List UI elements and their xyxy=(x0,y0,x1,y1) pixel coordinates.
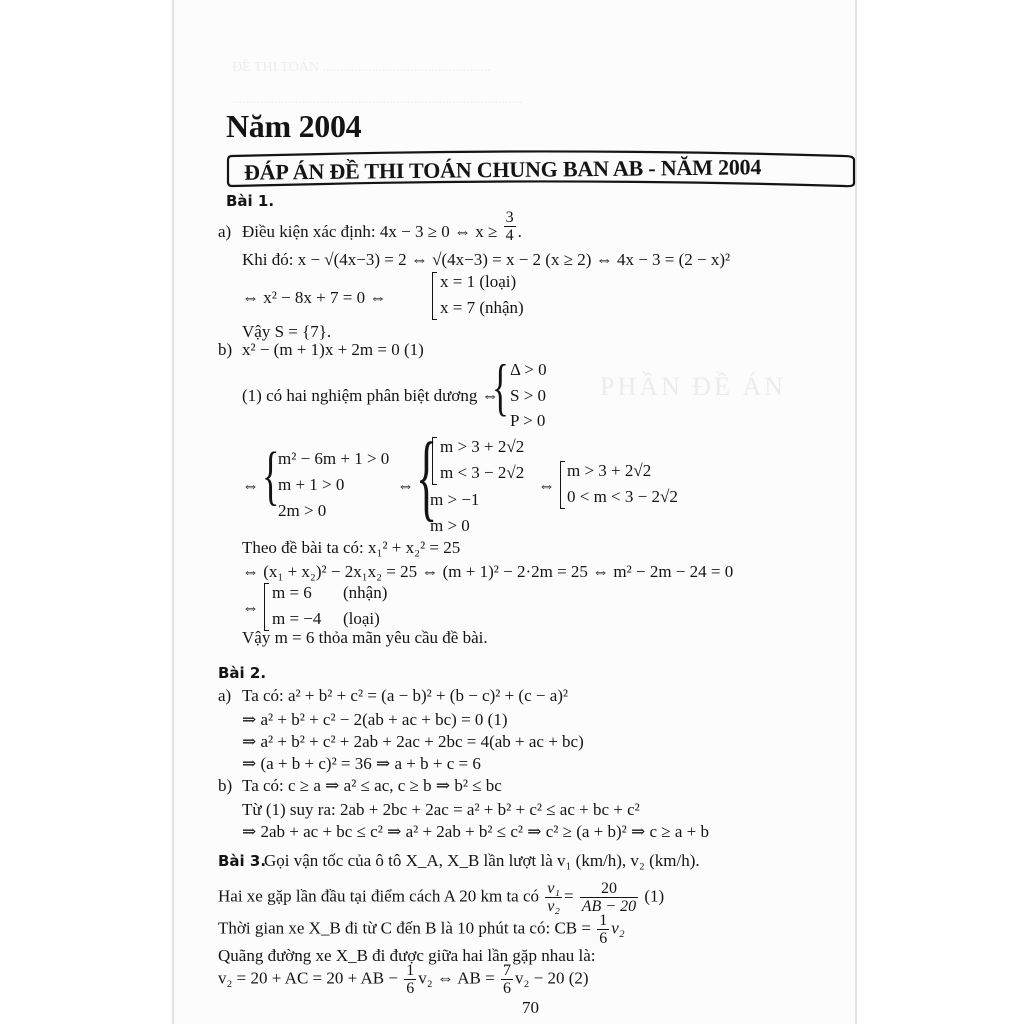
equation-line: ⇔ x² − 8x + 7 = 0 ⇔ xyxy=(242,288,387,307)
equation-line: Ta có: c ≥ a ⇒ a² ≤ ac, c ≥ b ⇒ b² ≤ bc xyxy=(242,776,502,795)
text: v₂ − 20 (2) xyxy=(514,968,589,988)
text: v₂ ⇔ AB = xyxy=(418,968,495,988)
part-a-label: a) xyxy=(218,686,232,705)
system-line: m > 0 xyxy=(430,516,470,535)
bleed-through-text: PHẦN ĐỀ ÁN xyxy=(600,372,786,401)
result-line: 0 < m < 3 − 2√2 xyxy=(567,487,678,506)
part-b-label: b) xyxy=(218,340,233,359)
or-bracket xyxy=(432,437,437,485)
fraction-7-6: $\frac{7}{6}$ xyxy=(502,962,511,997)
fraction-v1-v2: $\frac{\text{v₁}}{\text{v₂}}$ xyxy=(547,880,560,915)
equivalence-symbol: ⇔ xyxy=(397,476,414,495)
problem-heading-1: Bài 1. xyxy=(226,192,275,210)
equivalence-symbol: ⇔ xyxy=(242,476,259,495)
equation-line xyxy=(218,912,625,947)
equation-line: Theo đề bài ta có: x₁² + x₂² = 25 xyxy=(242,538,461,557)
system-line: m < 3 − 2√2 xyxy=(440,463,525,482)
bleed-through-text: ................................................................................... xyxy=(232,92,523,107)
solution-note: (loại) xyxy=(343,609,380,628)
domain-condition: Điều kiện xác định: 4x − 3 ≥ 0 ⇔ x ≥ $\frac{3}{4}$ . xyxy=(242,208,522,244)
text: Hai xe gặp lần đầu tại điểm cách A 20 km ta có xyxy=(218,886,540,906)
page-number: 70 xyxy=(522,998,539,1017)
case-line: x = 7 (nhận) xyxy=(440,298,524,317)
solution-set: Vậy S = {7}. xyxy=(242,322,332,341)
fraction-20-ab: $\frac{20}{AB - 20}$ xyxy=(581,880,637,915)
text: v₂ = 20 + AC = 20 + AB − xyxy=(218,968,398,988)
or-bracket xyxy=(560,461,565,509)
problem-heading-3: Bài 3. xyxy=(218,852,267,870)
or-bracket xyxy=(432,272,437,320)
equation-line: Hai xe gặp lần đầu tại điểm cách A 20 km ta có $\frac{\text{v₁}}{\text{v₂}}$ = $\frac{20}{AB - 20}$ (1) xyxy=(218,880,665,915)
problem-heading-2: Bài 2. xyxy=(218,664,267,682)
equation-line: x² − (m + 1)x + 2m = 0 (1) xyxy=(242,340,424,359)
or-bracket xyxy=(264,583,269,631)
system-line: m + 1 > 0 xyxy=(278,475,345,494)
equivalence-symbol: ⇔ xyxy=(242,598,259,617)
solution-eq: m = −4 xyxy=(272,609,322,628)
equivalence-symbol: ⇔ xyxy=(538,476,555,495)
system-line: 2m > 0 xyxy=(278,501,327,520)
equation-line: ⇒ (a + b + c)² = 36 ⇒ a + b + c = 6 xyxy=(242,754,481,773)
solution-note: (nhận) xyxy=(343,583,388,602)
system-line: S > 0 xyxy=(510,386,547,405)
equation-line: Khi đó: x − √(4x−3) = 2 ⇔ √(4x−3) = x − 2 (x ≥ 2) ⇔ 4x − 3 = (2 − x)² xyxy=(242,250,731,269)
system-line: m > 3 + 2√2 xyxy=(440,437,525,456)
solution-eq: m = 6 xyxy=(272,583,312,602)
page-title: Năm 2004 xyxy=(226,108,362,144)
equation-line: ⇒ a² + b² + c² + 2ab + 2ac + 2bc = 4(ab + ac + bc) xyxy=(242,732,584,751)
condition-text: (1) có hai nghiệm phân biệt dương ⇔ xyxy=(242,386,499,405)
system-line: m > −1 xyxy=(430,490,480,509)
system-brace: { xyxy=(262,439,280,512)
equation-line: ⇒ a² + b² + c² − 2(ab + ac + bc) = 0 (1) xyxy=(242,710,508,729)
result-line: m > 3 + 2√2 xyxy=(567,461,652,480)
text: Thời gian xe X_B đi từ C đến B là 10 phút ta có: CB = xyxy=(218,918,591,938)
fraction-1-6: $\frac{1}{6}$ xyxy=(599,912,608,947)
section-banner xyxy=(224,148,856,188)
system-brace: { xyxy=(492,351,509,422)
equation-line: Từ (1) suy ra: 2ab + 2bc + 2ac = a² + b² + c² ≤ ac + bc + c² xyxy=(242,800,640,819)
part-a-label: a) xyxy=(218,222,232,241)
system-line: m² − 6m + 1 > 0 xyxy=(278,449,390,468)
system-line: P > 0 xyxy=(510,411,546,430)
conclusion: Vậy m = 6 thỏa mãn yêu cầu đề bài. xyxy=(242,628,488,647)
equation-line: Quãng đường xe X_B đi được giữa hai lần gặp nhau là: xyxy=(218,946,596,965)
banner-title: ĐÁP ÁN ĐỀ THI TOÁN CHUNG BAN AB - NĂM 2004 xyxy=(243,154,762,185)
part-b-label: b) xyxy=(218,776,233,795)
equation-line: Gọi vận tốc của ô tô X_A, X_B lần lượt là v₁ (km/h), v₂ (km/h). xyxy=(264,851,700,870)
bleed-through-text: ĐỀ THI TOÁN ................................................ xyxy=(232,60,491,75)
equation-line: Ta có: a² + b² + c² = (a − b)² + (b − c)² + (c − a)² xyxy=(242,686,569,705)
case-line: x = 1 (loại) xyxy=(440,272,517,291)
condition-text: Điều kiện xác định: 4x − 3 ≥ 0 ⇔ x ≥ xyxy=(242,222,498,241)
text: v₂ xyxy=(611,918,625,938)
system-brace: { xyxy=(416,423,438,531)
fraction-3-4: $\frac{3}{4}$ xyxy=(505,208,514,244)
equation-tag: (1) xyxy=(644,886,665,906)
equation-line: ⇔ (x₁ + x₂)² − 2x₁x₂ = 25 ⇔ (m + 1)² − 2·2m = 25 ⇔ m² − 2m − 24 = 0 xyxy=(242,562,734,581)
equation-line: ⇒ 2ab + ac + bc ≤ c² ⇒ a² + 2ab + b² ≤ c² ⇒ c² ≥ (a + b)² ⇒ c ≥ a + b xyxy=(242,822,710,841)
system-line: Δ > 0 xyxy=(510,360,547,379)
equation-line xyxy=(218,962,589,997)
fraction-1-6: $\frac{1}{6}$ xyxy=(406,962,415,997)
